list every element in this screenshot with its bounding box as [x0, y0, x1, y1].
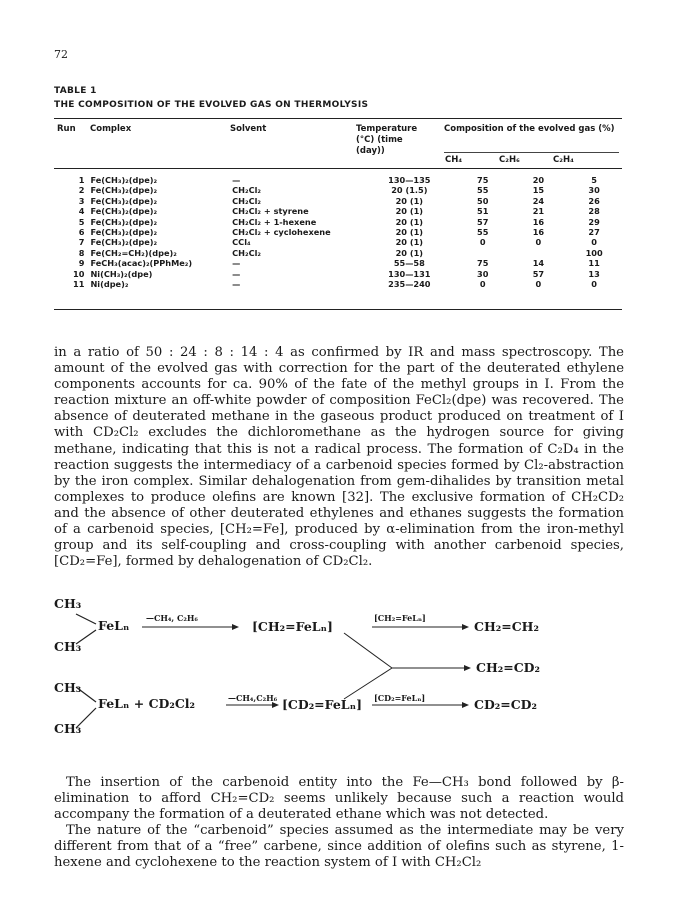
fel-top: FeLₙ [98, 618, 130, 633]
table-row [54, 279, 622, 289]
table-cell-c2h4: 5 [591, 175, 597, 185]
arrow-bottom-label: —CH₄,C₂H₆ [228, 693, 278, 703]
table-cell-c2h4: 28 [588, 206, 600, 217]
table-title: THE COMPOSITION OF THE EVOLVED GAS ON THERMOLYSIS [54, 100, 369, 110]
intermediate-top: [CH₂=FeLₙ] [252, 619, 333, 634]
table-row [54, 217, 622, 227]
arrow-top-label: —CH₄, C₂H₆ [146, 613, 198, 623]
table-cell-ch4 [455, 248, 511, 258]
product-middle: CH₂=CD₂ [476, 660, 540, 675]
table-cell-c2h4: 27 [588, 227, 600, 238]
table-cell-run: 8 [78, 247, 85, 258]
table-cell-temp: 20 (1) [395, 206, 424, 217]
product-top: CH₂=CH₂ [474, 619, 539, 634]
table-cell-temp: 20 (1) [395, 216, 424, 227]
header-solvent: Solvent [230, 124, 267, 134]
composition-table [54, 175, 622, 289]
table-cell-c2h4: 29 [588, 216, 600, 227]
table-row [54, 196, 622, 206]
coupling-top-label: [CH₂=FeLₙ] [374, 613, 426, 623]
table-cell-solvent: CH₂Cl₂ + styrene [232, 206, 309, 217]
table-row [54, 175, 622, 185]
table-cell-run: 6 [78, 227, 85, 238]
table-cell-c2h4: 100 [585, 247, 603, 258]
table-cell-c2h6: 24 [532, 195, 545, 206]
table-cell-run: 10 [73, 268, 85, 279]
table-cell-c2h6: 14 [532, 258, 545, 269]
table-cell-solvent: — [232, 258, 241, 269]
table-cell-complex: Fe(CH₃)₂(dpe)₂ [90, 185, 158, 196]
table-cell-complex: Fe(CH₃)₂(dpe)₂ [90, 195, 158, 206]
header-run: Run [57, 124, 76, 134]
table-row [54, 248, 622, 258]
table-cell-ch4: 57 [477, 216, 489, 227]
table-row [54, 185, 622, 195]
table-cell-c2h6: 16 [532, 227, 545, 238]
table-row [54, 269, 622, 279]
table-cell-ch4: 0 [479, 279, 486, 290]
table-cell-c2h6 [511, 248, 567, 258]
body-paragraph-1 [54, 345, 624, 570]
table-cell-run: 1 [78, 175, 85, 185]
header-complex: Complex [90, 124, 132, 134]
table-cell-run: 11 [73, 279, 85, 290]
table-cell-c2h6: 57 [532, 268, 545, 279]
table-cell-solvent: CH₂Cl₂ + 1-hexene [232, 216, 317, 227]
table-cell-complex: Fe(CH₃)₂(dpe)₂ [90, 175, 158, 185]
composition-group-rule [444, 152, 619, 153]
header-c2h6: C₂H₆ [499, 155, 520, 165]
table-cell-run: 3 [78, 195, 85, 206]
table-cell-c2h6: 0 [535, 237, 542, 248]
table-cell-complex: Fe(CH₂=CH₂)(dpe)₂ [90, 247, 177, 258]
page-number: 72 [54, 48, 68, 61]
table-cell-solvent: — [232, 175, 241, 185]
table-cell-c2h4: 26 [588, 195, 600, 206]
table-row [54, 258, 622, 268]
table-cell-c2h6: 16 [532, 216, 545, 227]
table-cell-ch4: 0 [479, 237, 486, 248]
table-cell-temp: 130—131 [388, 268, 431, 279]
table-cell-ch4: 55 [477, 227, 489, 238]
table-cell-ch4: 55 [477, 185, 489, 196]
table-cell-solvent: — [232, 279, 241, 290]
table-top-rule [54, 118, 622, 119]
table-header-rule [54, 168, 622, 169]
table-cell-temp: 235—240 [388, 279, 431, 290]
table-cell-complex: Fe(CH₃)₂(dpe)₂ [90, 206, 158, 217]
table-cell-c2h6: 15 [532, 185, 545, 196]
product-bottom: CD₂=CD₂ [474, 697, 538, 712]
table-cell-complex: Fe(CH₃)₂(dpe)₂ [90, 237, 158, 248]
table-cell-c2h4: 13 [588, 268, 600, 279]
table-cell-solvent: CH₂Cl₂ + cyclohexene [232, 227, 331, 238]
table-cell-ch4: 30 [477, 268, 489, 279]
table-cell-ch4: 75 [477, 175, 489, 185]
ch3-label: CH₃ [54, 721, 82, 736]
table-cell-complex: Ni(CH₃)₂(dpe) [90, 268, 153, 279]
scheme-lines [54, 600, 634, 760]
table-cell-run: 2 [78, 185, 85, 196]
table-row [54, 206, 622, 216]
table-cell-c2h4: 0 [591, 237, 597, 248]
table-cell-c2h4: 0 [591, 279, 597, 290]
table-cell-run: 5 [78, 216, 85, 227]
body-paragraph-2 [54, 775, 624, 872]
header-temperature-time: (day)) [356, 146, 385, 156]
table-cell-run: 9 [78, 258, 85, 269]
table-cell-complex: Fe(CH₃)₂(dpe)₂ [90, 216, 158, 227]
coupling-bottom-label: [CD₂=FeLₙ] [374, 693, 426, 703]
ch3-label: CH₃ [54, 680, 82, 695]
table-cell-temp: 20 (1) [395, 195, 424, 206]
table-cell-complex: FeCH₃(acac)₂(PPhMe₂) [90, 258, 193, 269]
table-cell-temp: 20 (1) [395, 247, 424, 258]
fel-bottom: FeLₙ + CD₂Cl₂ [98, 696, 196, 711]
table-cell-complex: Fe(CH₃)₂(dpe)₂ [90, 227, 158, 238]
paragraph-text: in a ratio of 50 : 24 : 8 : 14 : 4 as confirmed by IR and mass spectroscopy. The amount of the evolved gas with correction for the part of the deuterated ethylene components accounts for ca. 90% of the fate of the methyl groups in I. From the reaction mixture an off-white powder of composition FeCl₂(dpe) was recovered. The absence of deuterated methane in the gaseous product produced on treatment of I with CD₂Cl₂ excludes the dichloromethane as the hydrogen source for giving methane, indicating that this is not a radical process. The formation of C₂D₄ in the reaction suggests the intermediacy of a carbenoid species formed by Cl₂-abstraction by the iron complex. Similar dehalogenation from gem-dihalides by transition metal complexes to produce olefins are known [32]. The exclusive formation of CH₂CD₂ and the absence of other deuterated ethylenes and ethanes suggests the formation of a carbenoid species, [CH₂=Fe], produced by α-elimination from the iron-methyl group and its self-coupling and cross-coupling with another carbenoid species, [CD₂=Fe], formed by dehalogenation of CD₂Cl₂. [54, 345, 624, 570]
table-cell-c2h6: 20 [532, 175, 545, 185]
table-cell-ch4: 51 [477, 206, 489, 217]
paragraph-text: The insertion of the carbenoid entity into the Fe—CH₃ bond followed by β-elimination to afford CH₂=CD₂ seems unlikely because such a reaction would accompany the formation of a deuterated ethane which was not detected. [54, 775, 624, 823]
table-cell-c2h4: 30 [588, 185, 600, 196]
header-temperature: Temperature [356, 124, 418, 134]
reaction-scheme [54, 596, 634, 760]
table-cell-ch4: 75 [477, 258, 489, 269]
table-cell-temp: 20 (1.5) [391, 185, 428, 196]
table-cell-run: 4 [78, 206, 85, 217]
table-row [54, 227, 622, 237]
table-cell-temp: 130—135 [388, 175, 431, 185]
table-row [54, 237, 622, 247]
table-cell-solvent: — [232, 268, 241, 279]
table-cell-c2h6: 21 [532, 206, 545, 217]
ch3-label: CH₃ [54, 639, 82, 654]
table-label: TABLE 1 [54, 86, 97, 96]
table-bottom-rule [54, 309, 622, 310]
header-temperature-unit: (°C) (time [356, 135, 403, 145]
table-cell-complex: Ni(dpe)₂ [90, 279, 129, 290]
table-cell-solvent: CCl₄ [232, 237, 251, 248]
header-composition: Composition of the evolved gas (%) [444, 124, 615, 134]
table-cell-solvent: CH₂Cl₂ [232, 247, 262, 258]
table-cell-run: 7 [78, 237, 85, 248]
header-c2h4: C₂H₄ [553, 155, 574, 165]
table-cell-temp: 55—58 [393, 258, 425, 269]
paragraph-text: The nature of the “carbenoid” species assumed as the intermediate may be very different from that of a “free” carbene, since addition of olefins such as styrene, 1-hexene and cyclohexene to the reaction system of I with CH₂Cl₂ [54, 823, 624, 871]
table-cell-ch4: 50 [477, 195, 489, 206]
table-cell-c2h4: 11 [588, 258, 600, 269]
ch3-label: CH₃ [54, 596, 82, 611]
table-cell-solvent: CH₂Cl₂ [232, 195, 262, 206]
table-cell-solvent: CH₂Cl₂ [232, 185, 262, 196]
intermediate-bottom: [CD₂=FeLₙ] [282, 697, 362, 712]
table-cell-temp: 20 (1) [395, 237, 424, 248]
header-ch4: CH₄ [445, 155, 463, 165]
table-cell-c2h6: 0 [535, 279, 542, 290]
table-cell-temp: 20 (1) [395, 227, 424, 238]
